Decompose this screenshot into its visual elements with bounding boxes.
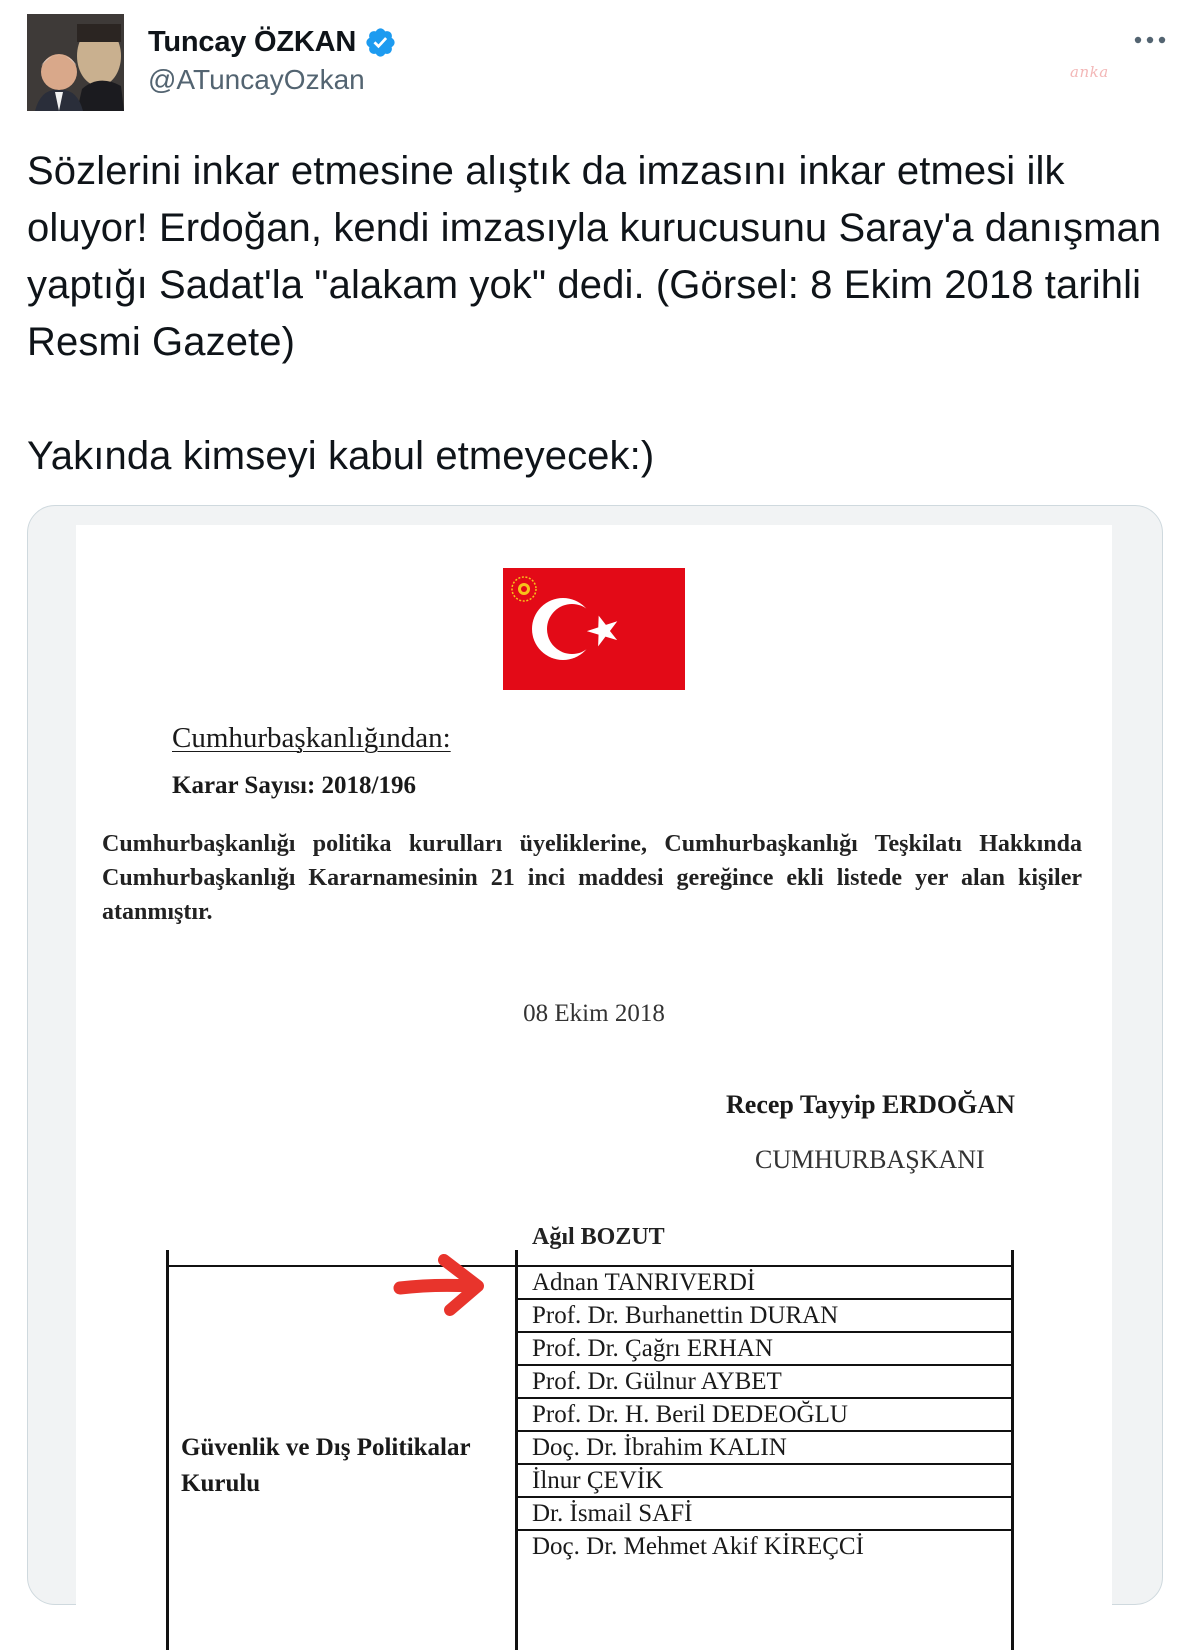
user-handle[interactable]: @ATuncayOzkan (148, 64, 365, 95)
document-date: 08 Ekim 2018 (523, 1000, 665, 1027)
table-row: Doç. Dr. İbrahim KALIN (518, 1430, 1011, 1463)
tweet-paragraph: Sözlerini inkar etmesine alıştık da imzasını inkar etmesi ilk oluyor! Erdoğan, kendi imzasıyla kurucusunu Saray'a danışman yaptığı Sadat'la "alakam yok" dedi. (Görsel: 8 Ekim 2018 tarihli Resmi Gazete) (27, 149, 1162, 364)
table-row: İlnur ÇEVİK (518, 1463, 1011, 1496)
watermark-logo: anka (1070, 63, 1109, 81)
table-row: Prof. Dr. Burhanettin DURAN (518, 1298, 1011, 1331)
avatar[interactable] (27, 14, 124, 111)
verified-badge-icon (364, 26, 397, 59)
table-row-cut: Ağıl BOZUT (532, 1224, 665, 1250)
red-arrow-icon (394, 1248, 490, 1318)
table-row: Prof. Dr. Çağrı ERHAN (518, 1331, 1011, 1364)
tweet-media-image[interactable] (27, 505, 1163, 1605)
table-row: Dr. İsmail SAFİ (518, 1496, 1011, 1529)
signer-title: CUMHURBAŞKANI (755, 1145, 985, 1174)
table-members-column (518, 1224, 1014, 1650)
table-row: Doç. Dr. Mehmet Akif KİREÇCİ (518, 1529, 1011, 1562)
official-gazette-document (76, 525, 1112, 1625)
signer-name: Recep Tayyip ERDOĞAN (726, 1090, 1015, 1119)
decision-number: Karar Sayısı: 2018/196 (172, 772, 416, 799)
table-row: Adnan TANRIVERDİ (518, 1265, 1011, 1298)
tweet-paragraph: Yakında kimseyi kabul etmeyecek:) (27, 434, 655, 478)
turkish-flag-emblem (503, 568, 685, 690)
table-row: Prof. Dr. Gülnur AYBET (518, 1364, 1011, 1397)
council-name: Güvenlik ve Dış Politikalar Kurulu (181, 1434, 471, 1497)
table-row: Prof. Dr. H. Beril DEDEOĞLU (518, 1397, 1011, 1430)
council-members-table (166, 1224, 1014, 1650)
document-body: Cumhurbaşkanlığı politika kurulları üyeliklerine, Cumhurbaşkanlığı Teşkilatı Hakkında Cumhurbaşkanlığı Kararnamesinin 21 inci maddesi gereğince ekli listede yer alan kişiler atanmıştır. (102, 831, 1082, 925)
display-name[interactable]: Tuncay ÖZKAN (148, 25, 357, 58)
document-heading: Cumhurbaşkanlığından: (172, 722, 451, 754)
more-options-icon[interactable] (1130, 22, 1170, 58)
tweet-text (27, 143, 1177, 485)
